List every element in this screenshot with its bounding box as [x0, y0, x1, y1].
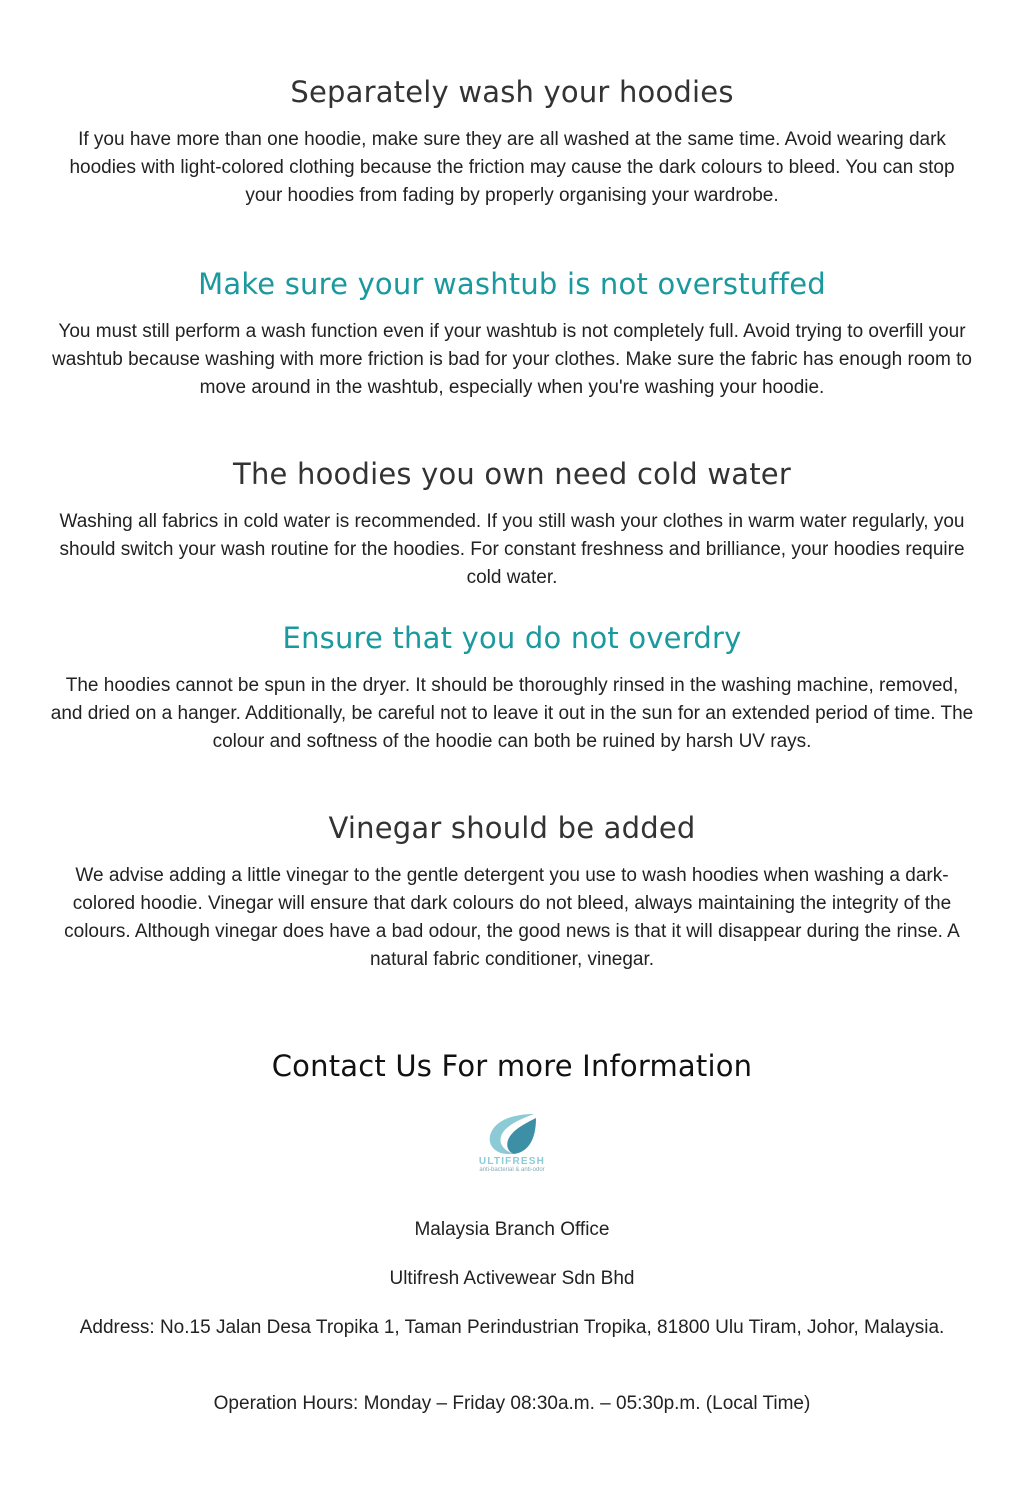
section-heading: Separately wash your hoodies — [290, 75, 734, 109]
leaf-logo-icon — [484, 1112, 540, 1156]
operation-hours: Operation Hours: Monday – Friday 08:30a.m. – 05:30p.m. (Local Time) — [213, 1393, 811, 1414]
section-body: You must still perform a wash function even if your washtub is not completely full. Avoid trying to overfill your washtub because washing with more friction is bad for your clothes. Make sure the fabric has enough room to move around in the washtub, especially when you're washing your hoodie. — [52, 321, 972, 398]
logo-tagline: anti-bacterial & anti-odor — [479, 1167, 545, 1173]
contact-title: Contact Us For more Information — [271, 1049, 753, 1083]
section-heading: Vinegar should be added — [328, 811, 696, 845]
company-name: Ultifresh Activewear Sdn Bhd — [389, 1268, 635, 1289]
section-cold-water — [50, 456, 974, 592]
logo-wordmark: ULTIFRESH — [478, 1156, 546, 1167]
branch-office: Malaysia Branch Office — [414, 1219, 610, 1240]
section-body: The hoodies cannot be spun in the dryer. It should be thoroughly rinsed in the washing machine, removed, and dried on a hanger. Additionally, be careful not to leave it out in the sun for an extended period of time. The colour and softness of the hoodie can both be ruined by harsh UV rays. — [50, 675, 974, 752]
section-separate-wash — [50, 74, 974, 210]
section-washtub — [50, 266, 974, 402]
section-heading: Ensure that you do not overdry — [282, 621, 742, 655]
section-overdry — [50, 620, 974, 756]
section-heading: The hoodies you own need cold water — [233, 457, 791, 491]
section-heading: Make sure your washtub is not overstuffed — [198, 267, 826, 301]
ultifresh-logo — [462, 1112, 562, 1192]
section-body: We advise adding a little vinegar to the gentle detergent you use to wash hoodies when washing a dark-colored hoodie. Vinegar will ensure that dark colours do not bleed, always maintaining the integrity of the colours. Although vinegar does have a bad odour, the good news is that it will disappear during the rinse. A natural fabric conditioner, vinegar. — [64, 865, 960, 970]
section-body: If you have more than one hoodie, make sure they are all washed at the same time. Avoid wearing dark hoodies with light-colored clothing because the friction may cause the dark colours to bleed. You can stop your hoodies from fading by properly organising your wardrobe. — [69, 129, 955, 206]
section-vinegar — [50, 810, 974, 974]
section-body: Washing all fabrics in cold water is recommended. If you still wash your clothes in warm water regularly, you should switch your wash routine for the hoodies. For constant freshness and brilliance, your hoodies require cold water. — [59, 511, 965, 588]
address: Address: No.15 Jalan Desa Tropika 1, Taman Perindustrian Tropika, 81800 Ulu Tiram, Johor, Malaysia. — [79, 1317, 945, 1338]
